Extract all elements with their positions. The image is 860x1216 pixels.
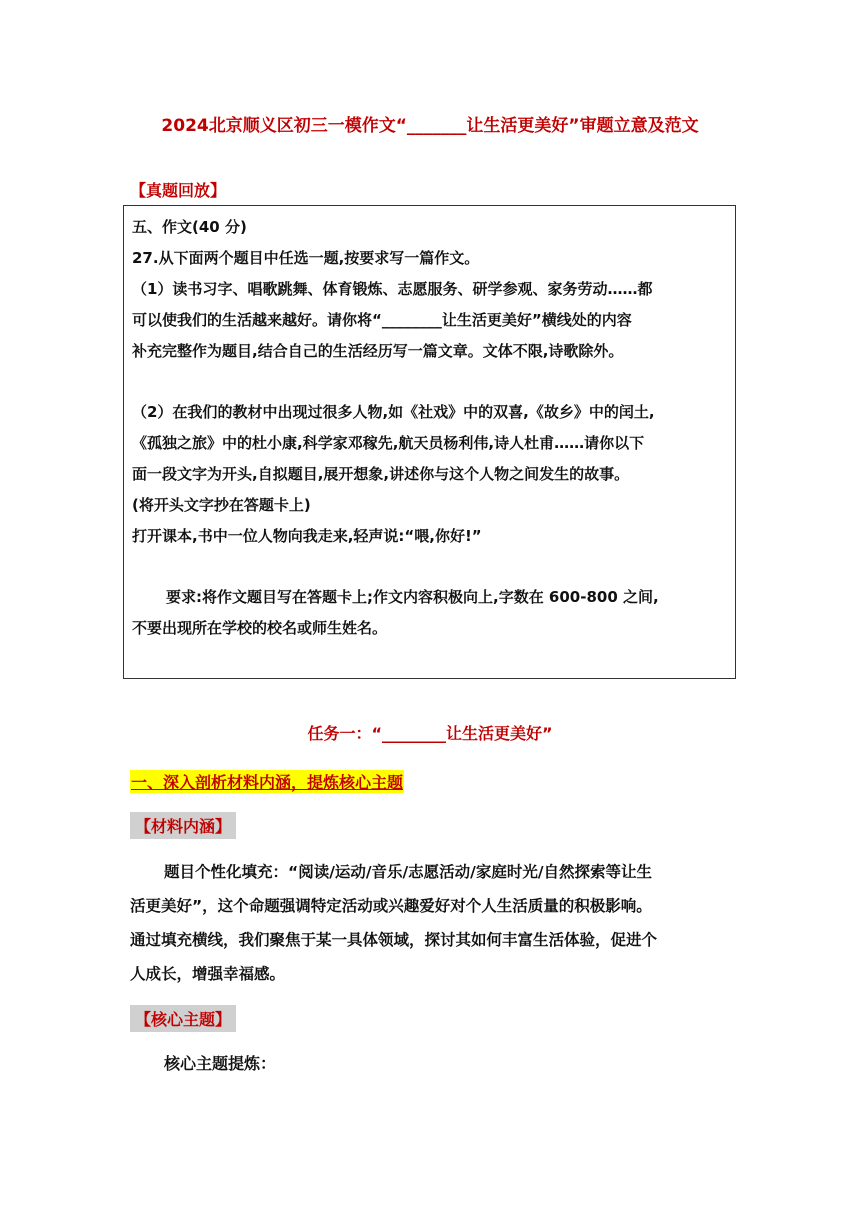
document-title: 2024北京顺义区初三一模作文“_______让生活更美好”审题立意及范文 xyxy=(161,116,699,136)
question-line: 要求:将作文题目写在答题卡上;作文内容积极向上,字数在 600-800 之间, xyxy=(166,588,659,606)
highlighted-heading: 一、深入剖析材料内涵，提炼核心主题 xyxy=(130,770,404,793)
question-line: 面一段文字为开头,自拟题目,展开想象,讲述你与这个人物之间发生的故事。 xyxy=(132,465,630,483)
question-line: （2）在我们的教材中出现过很多人物,如《社戏》中的双喜,《故乡》中的闰土, xyxy=(132,403,655,421)
core-label: 核心主题提炼： xyxy=(164,1054,277,1073)
paragraph-line: 题目个性化填充：“阅读/运动/音乐/志愿活动/家庭时光/自然探索等让生 xyxy=(164,863,652,881)
paragraph-line: 活更美好”，这个命题强调特定活动或兴趣爱好对个人生活质量的积极影响。 xyxy=(130,897,652,915)
question-line: (将开头文字抄在答题卡上) xyxy=(132,496,311,514)
paragraph-line: 通过填充横线，我们聚焦于某一具体领域，探讨其如何丰富生活体验，促进个 xyxy=(130,931,658,949)
question-line: 不要出现所在学校的校名或师生姓名。 xyxy=(132,619,388,637)
question-line: 《孤独之旅》中的杜小康,科学家邓稼先,航天员杨利伟,诗人杜甫……请你以下 xyxy=(132,434,645,452)
question-line: 可以使我们的生活越来越好。请你将“________让生活更美好”横线处的内容 xyxy=(132,311,632,329)
material-tag: 【材料内涵】 xyxy=(130,812,236,839)
question-line: 打开课本,书中一位人物向我走来,轻声说:“喂,你好!” xyxy=(132,527,482,545)
question-line: 27.从下面两个题目中任选一题,按要求写一篇作文。 xyxy=(132,249,480,267)
core-tag: 【核心主题】 xyxy=(130,1005,236,1032)
question-box xyxy=(123,205,736,679)
spacer xyxy=(132,367,727,397)
spacer xyxy=(132,552,727,582)
material-paragraph xyxy=(130,855,740,991)
section-heading: 【真题回放】 xyxy=(130,181,227,200)
question-line: 五、作文(40 分) xyxy=(132,218,247,236)
task-title: 任务一：“________让生活更美好” xyxy=(307,724,553,743)
paragraph-line: 人成长，增强幸福感。 xyxy=(130,965,286,983)
question-line: （1）读书习字、唱歌跳舞、体育锻炼、志愿服务、研学参观、家务劳动……都 xyxy=(132,280,653,298)
question-line: 补充完整作为题目,结合自己的生活经历写一篇文章。文体不限,诗歌除外。 xyxy=(132,342,624,360)
